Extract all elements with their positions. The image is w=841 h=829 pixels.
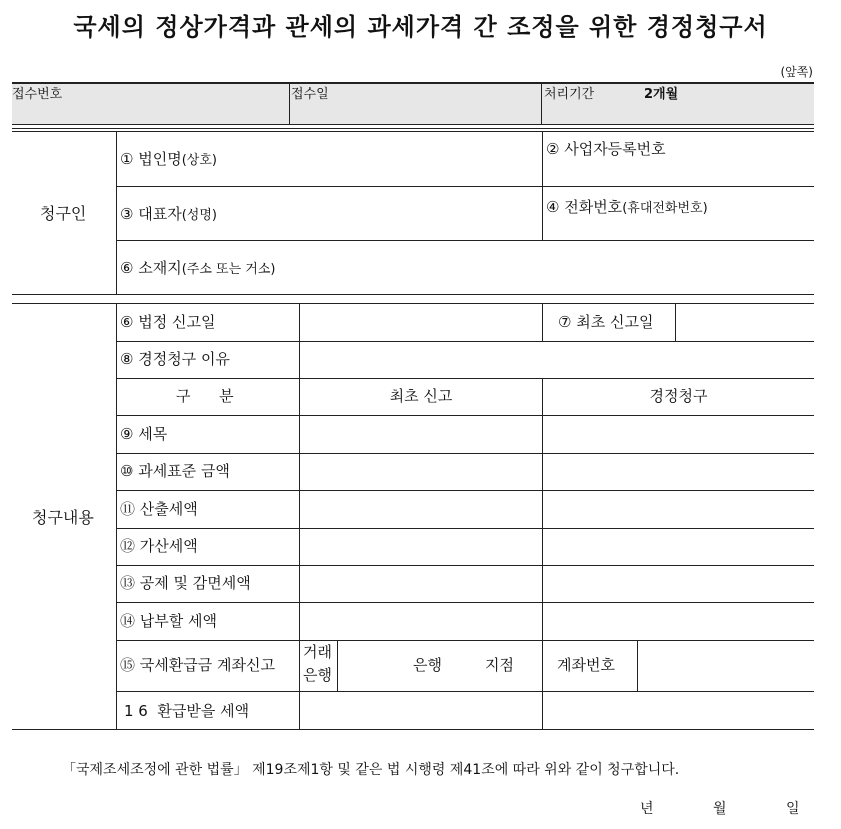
account-number-label: 계좌번호 <box>557 656 615 674</box>
representative-sub: (성명) <box>181 208 217 223</box>
address-sub: (주소 또는 거소) <box>181 262 276 277</box>
receipt-number-field[interactable] <box>82 84 288 124</box>
header-divider <box>541 84 542 124</box>
payable-tax-claim-field[interactable] <box>543 603 813 639</box>
payable-tax-initial-field[interactable] <box>300 603 541 639</box>
business-number-label: ② 사업자등록번호 <box>546 140 666 158</box>
corp-name-label <box>120 149 217 168</box>
claim-column-header: 경정청구 <box>649 387 708 405</box>
first-filing-date-field[interactable] <box>676 304 813 340</box>
receipt-date-field[interactable] <box>342 84 540 124</box>
tax-base-label: ⑩ 과세표준 금액 <box>120 462 230 480</box>
claim-section-label: 청구내용 <box>32 508 94 527</box>
penalty-tax-claim-field[interactable] <box>543 529 813 564</box>
header-divider <box>289 84 290 124</box>
legal-filing-date-label: ⑥ 법정 신고일 <box>120 313 216 331</box>
bank-label-line1: 거래 <box>303 643 332 661</box>
penalty-tax-initial-field[interactable] <box>300 529 541 564</box>
refund-amount-claim-field[interactable] <box>543 692 813 728</box>
tax-base-initial-field[interactable] <box>300 454 541 489</box>
day-label: 일 <box>786 801 800 817</box>
front-side-label: (앞쪽) <box>780 65 813 79</box>
address-field[interactable] <box>300 241 813 293</box>
day-field[interactable] <box>733 798 781 820</box>
rule <box>116 378 814 379</box>
initial-filing-column-header: 최초 신고 <box>389 387 453 405</box>
bank-label-line2: 은행 <box>303 666 332 684</box>
category-column-header: 구 분 <box>176 387 234 405</box>
bank-word: 은행 <box>413 656 442 674</box>
phone-text: ④ 전화번호 <box>546 198 623 216</box>
refund-amount-initial-field[interactable] <box>300 692 541 728</box>
claim-reason-label: ⑧ 경정청구 이유 <box>120 350 230 368</box>
business-number-field[interactable] <box>543 162 813 185</box>
year-field[interactable] <box>590 798 636 820</box>
address-label <box>120 258 275 277</box>
account-number-field[interactable] <box>638 641 813 690</box>
penalty-tax-label: ⑫ 가산세액 <box>120 537 198 555</box>
representative-text: ③ 대표자 <box>120 205 182 223</box>
form-title: 국세의 정상가격과 관세의 과세가격 간 조정을 위한 경정청구서 <box>73 13 768 41</box>
tax-item-label: ⑨ 세목 <box>120 425 168 443</box>
deduction-claim-field[interactable] <box>543 566 813 601</box>
address-text: ⑥ 소재지 <box>120 259 182 277</box>
legal-filing-date-field[interactable] <box>300 304 541 340</box>
legal-statement: 「국제조세조정에 관한 법률」 제19조제1항 및 같은 법 시행령 제41조에 따라 위와 같이 청구합니다. <box>62 762 680 778</box>
claimant-section-label: 청구인 <box>40 204 87 223</box>
phone-label <box>546 197 708 216</box>
rule <box>12 294 814 295</box>
rule <box>116 131 117 294</box>
refund-amount-label: 1 6 환급받을 세액 <box>124 702 250 720</box>
deduction-label: ⑬ 공제 및 감면세액 <box>120 574 251 592</box>
branch-name-field[interactable] <box>446 641 482 690</box>
computed-tax-claim-field[interactable] <box>543 491 813 527</box>
computed-tax-label: ⑪ 산출세액 <box>120 500 198 518</box>
processing-period-label: 처리기간 <box>544 87 595 102</box>
corp-name-text: ① 법인명 <box>120 150 182 168</box>
year-label: 년 <box>640 801 654 817</box>
rule <box>542 303 543 341</box>
deduction-initial-field[interactable] <box>300 566 541 601</box>
rule <box>12 729 814 730</box>
phone-field[interactable] <box>543 218 813 239</box>
receipt-number-label: 접수번호 <box>12 87 63 102</box>
month-label: 월 <box>713 801 727 817</box>
claim-reason-field[interactable] <box>300 342 813 377</box>
receipt-header <box>12 82 814 125</box>
phone-sub: (휴대전화번호) <box>622 201 708 216</box>
month-field[interactable] <box>660 798 708 820</box>
refund-account-label: ⑮ 국세환급금 계좌신고 <box>120 656 275 674</box>
tax-item-claim-field[interactable] <box>543 416 813 452</box>
corp-name-sub: (상호) <box>181 153 217 168</box>
payable-tax-label: ⑭ 납부할 세액 <box>120 612 217 630</box>
processing-period-value: 2개월 <box>644 87 679 102</box>
rule <box>116 303 117 729</box>
representative-field[interactable] <box>240 187 540 239</box>
representative-label <box>120 204 217 223</box>
corp-name-field[interactable] <box>240 132 540 185</box>
tax-item-initial-field[interactable] <box>300 416 541 452</box>
computed-tax-initial-field[interactable] <box>300 491 541 527</box>
receipt-date-label: 접수일 <box>291 87 329 102</box>
first-filing-date-label: ⑦ 최초 신고일 <box>558 313 654 331</box>
branch-word: 지점 <box>485 656 514 674</box>
rule <box>12 128 814 129</box>
bank-name-field[interactable] <box>338 641 408 690</box>
tax-base-claim-field[interactable] <box>543 454 813 489</box>
